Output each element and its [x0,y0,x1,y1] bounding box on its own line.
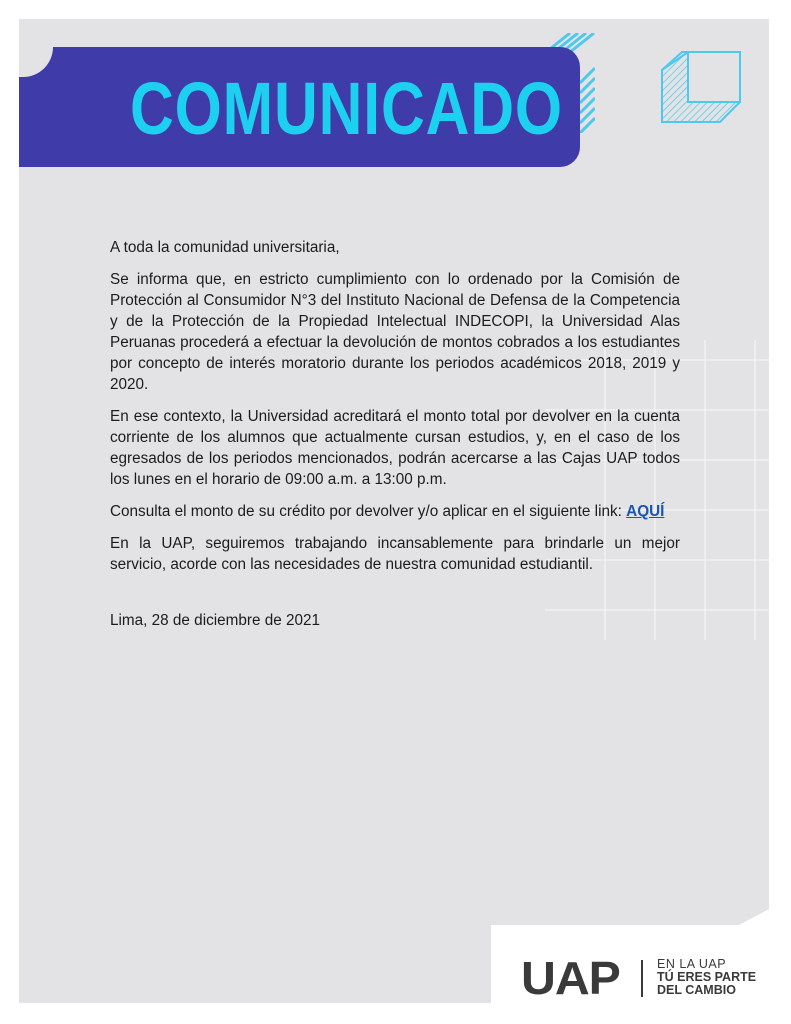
paragraph-3-text: Consulta el monto de su crédito por devolver y/o aplicar en el siguiente link: [110,503,622,520]
logo-tagline [657,958,756,997]
logo-separator [641,960,643,997]
header-banner [19,47,580,167]
tagline-line-1: EN LA UAP [657,957,727,971]
paragraph-4: En la UAP, seguiremos trabajando incansablemente para brindarle un mejor servicio, acorde con las necesidades de nuestra comunidad estudiantil. [110,535,680,573]
paragraph-1: Se informa que, en estricto cumplimiento con lo ordenado por la Comisión de Protección al Consumidor N°3 del Instituto Nacional de Defensa de la Competencia y de la Protección de la Propiedad Intelectual INDECOPI, la Universidad Alas Peruanas procederá a efectuar la devolución de montos cobrados a los estudiantes por concepto de interés moratorio durante los periodos académicos 2018, 2019 y 2020. [110,271,680,393]
letter-body [110,237,680,642]
date-line: Lima, 28 de diciembre de 2021 [110,612,321,629]
greeting: A toda la comunidad universitaria, [110,239,340,256]
banner-title: COMUNICADO [130,67,563,150]
logo-name: UAP [521,952,620,1004]
tagline-line-2: TÚ ERES PARTE [657,970,757,984]
cube-icon [660,50,742,126]
paragraph-3 [110,501,680,522]
tagline-line-3: DEL CAMBIO [657,983,736,997]
paragraph-2: En ese contexto, la Universidad acreditará el monto total por devolver en la cuenta corriente de los alumnos que actualmente cursan estudios, y, en el caso de los egresados de los periodos mencionados, podrán acercarse a las Cajas UAP todos los lunes en el horario de 09:00 a.m. a 13:00 p.m. [110,408,680,488]
aqui-link[interactable]: AQUÍ [626,503,665,520]
